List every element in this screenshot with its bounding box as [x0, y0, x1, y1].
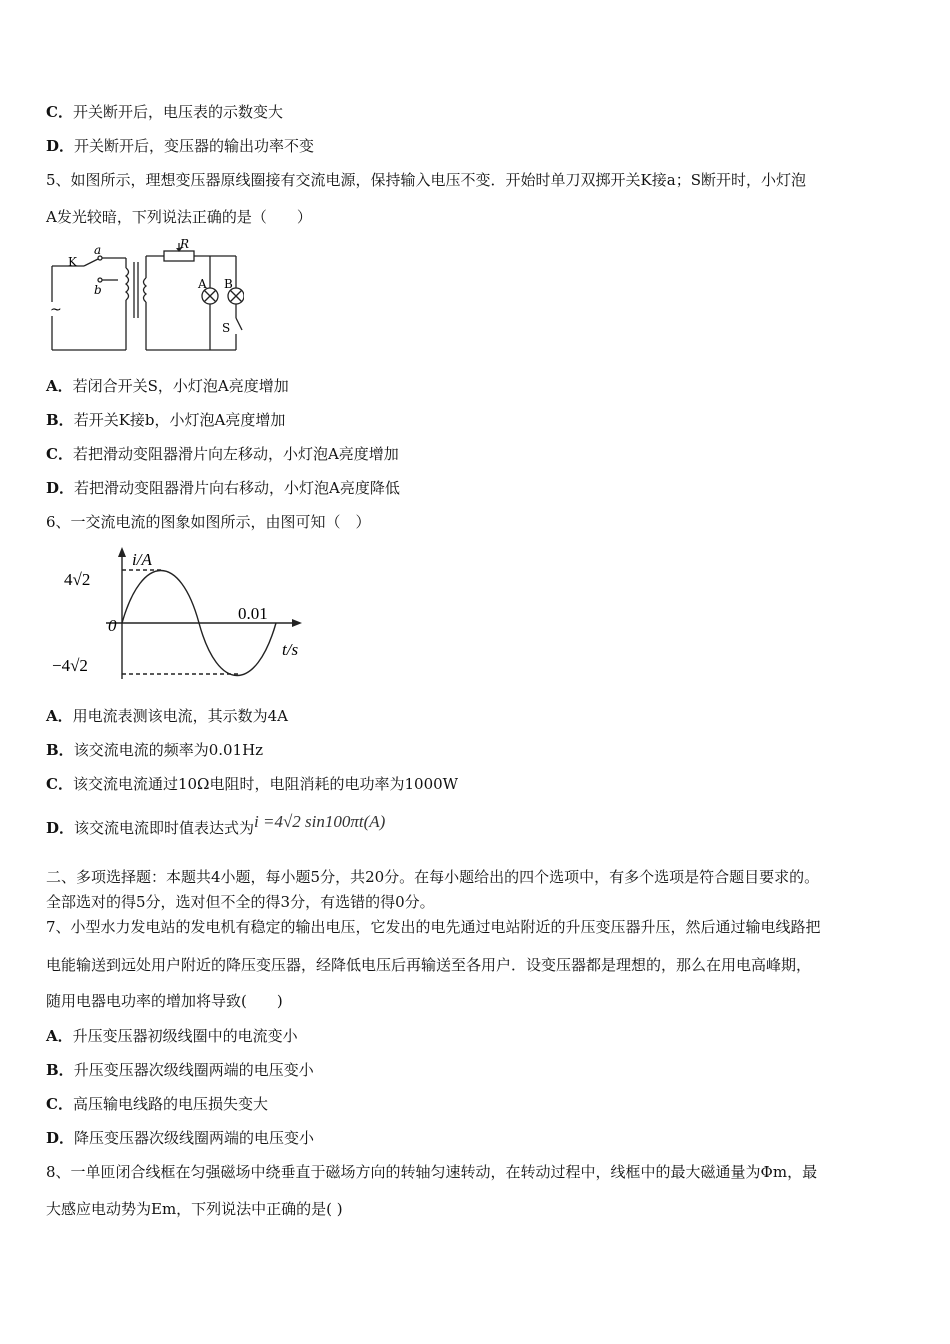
graph-ylabel: i/A [132, 550, 152, 569]
q5-option-a [46, 376, 289, 396]
lamp-a-label: A [198, 277, 207, 291]
graph-origin: 0 [108, 616, 117, 635]
option-letter: D． [46, 137, 75, 155]
graph-ymin-label: −4√2 [52, 656, 88, 675]
option-text: 开关断开后，电压表的示数变大 [72, 103, 283, 121]
terminal-b-label: b [94, 283, 102, 297]
q6-option-d [46, 812, 386, 838]
q7-option-a [46, 1026, 298, 1046]
switch-s-label: S [222, 321, 231, 335]
option-text: 该交流电流的频率为0.01Hz [73, 741, 264, 759]
q5-option-d [46, 478, 400, 498]
option-text: 降压变压器次级线圈两端的电压变小 [74, 1129, 315, 1147]
option-text: 高压输电线路的电压损失变大 [72, 1095, 268, 1113]
q5-stem-line1: 5、如图所示，理想变压器原线圈接有交流电源，保持输入电压不变．开始时单刀双掷开关K接a；S断开时，小灯泡 [46, 171, 806, 189]
option-letter: A． [46, 1027, 73, 1045]
q7-option-b [46, 1060, 314, 1080]
q7-option-d [46, 1128, 314, 1148]
terminal-a-label: a [94, 243, 102, 257]
section2-header-line1: 二、多项选择题：本题共4小题，每小题5分，共20分。在每小题给出的四个选项中，有多个选项是符合题目要求的。 [46, 868, 820, 886]
q4-option-d [46, 136, 314, 156]
option-text: 该交流电流通过10Ω电阻时，电阻消耗的电功率为1000W [72, 775, 459, 793]
q5-option-b [46, 410, 285, 430]
q6-option-b [46, 740, 263, 760]
lamp-b-label: B [224, 277, 233, 291]
q7-stem-line1: 7、小型水力发电站的发电机有稳定的输出电压，它发出的电先通过电站附近的升压变压器升压，然后通过输电线路把 [46, 918, 821, 936]
option-letter: A． [46, 377, 73, 395]
option-text: 若开关K接b，小灯泡A亮度增加 [73, 411, 286, 429]
option-text: 升压变压器次级线圈两端的电压变小 [73, 1061, 314, 1079]
q5-circuit-figure [44, 238, 244, 356]
option-text: 升压变压器初级线圈中的电流变小 [72, 1027, 298, 1045]
option-letter: C． [46, 775, 73, 793]
option-text: 若把滑动变阻器滑片向右移动，小灯泡A亮度降低 [74, 479, 400, 497]
option-letter: B． [46, 741, 74, 759]
section2-header-line2: 全部选对的得5分，选对但不全的得3分，有选错的得0分。 [46, 893, 435, 911]
option-letter: C． [46, 1095, 73, 1113]
q7-stem-line2: 电能输送到远处用户附近的降压变压器，经降低电压后再输送至各用户．设变压器都是理想的，那么在用电高峰期， [46, 956, 812, 974]
instantaneous-formula: i =4√2 sin100πt(A) [254, 812, 386, 831]
q6-option-a [46, 706, 288, 726]
q8-stem-line2: 大感应电动势为Em，下列说法中正确的是( ) [46, 1200, 343, 1218]
q5-option-c [46, 444, 399, 464]
q6-stem: 6、一交流电流的图象如图所示，由图可知（ ） [46, 513, 371, 531]
switch-k-label: K [68, 255, 77, 269]
option-text: 开关断开后，变压器的输出功率不变 [74, 137, 315, 155]
option-text: 若把滑动变阻器滑片向左移动，小灯泡A亮度增加 [72, 445, 399, 463]
q6-current-graph [46, 543, 312, 687]
q5-stem-line2: A发光较暗，下列说法正确的是（ ） [46, 208, 312, 226]
graph-xtick-label: 0.01 [238, 604, 268, 623]
option-letter: A． [46, 707, 73, 725]
q4-option-c [46, 102, 283, 122]
graph-xlabel: t/s [282, 640, 299, 659]
option-letter: C． [46, 445, 73, 463]
rheostat-r-label: R [180, 238, 190, 251]
option-text: 用电流表测该电流，其示数为4A [72, 707, 289, 725]
option-letter: D． [46, 479, 75, 497]
option-letter: B． [46, 1061, 74, 1079]
option-letter: B． [46, 411, 74, 429]
q7-option-c [46, 1094, 268, 1114]
q8-stem-line1: 8、一单匝闭合线框在匀强磁场中绕垂直于磁场方向的转轴匀速转动，在转动过程中，线框中的最大磁通量为Φm，最 [46, 1163, 818, 1181]
q7-stem-line3: 随用电器电功率的增加将导致( ) [46, 992, 283, 1010]
option-text: 该交流电流即时值表达式为 [74, 819, 255, 837]
option-letter: D． [46, 1129, 75, 1147]
option-text: 若闭合开关S，小灯泡A亮度增加 [72, 377, 289, 395]
option-letter: D． [46, 819, 75, 837]
option-letter: C． [46, 103, 73, 121]
graph-ymax-label: 4√2 [64, 570, 91, 589]
q6-option-c [46, 774, 458, 794]
source-label: ~ [50, 302, 62, 318]
